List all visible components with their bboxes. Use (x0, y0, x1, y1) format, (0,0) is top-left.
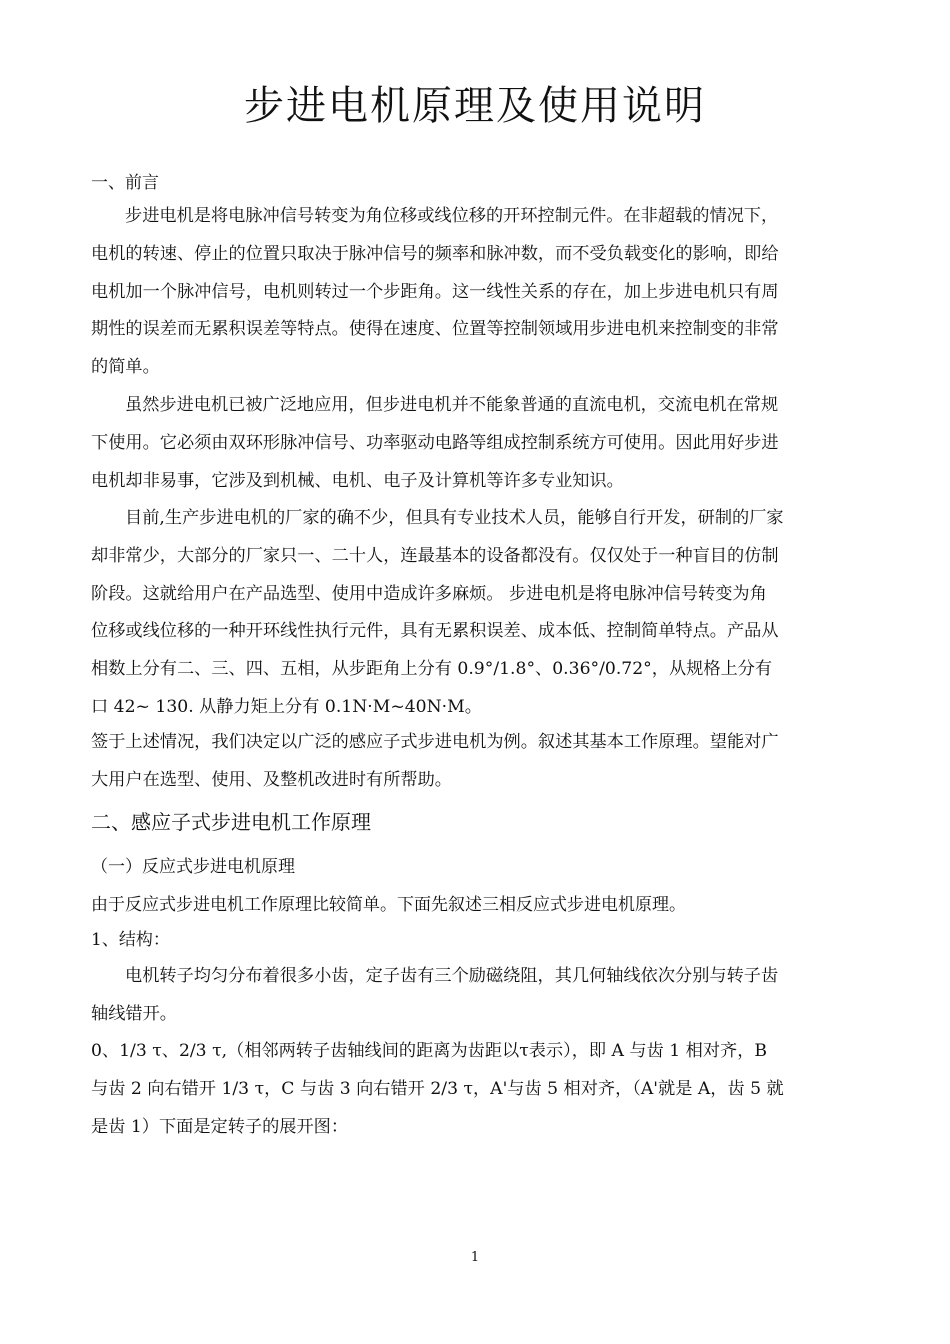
text-line: 相数上分有二、三、四、五相，从步距角上分有 0.9°/1.8°、0.36°/0.72°，从规格上分有 (91, 659, 773, 680)
section-heading-preface: 一、前言 (91, 173, 159, 193)
paragraph-application (91, 387, 863, 500)
text-line: 位移或线位移的一种开环线性执行元件，具有无累积误差、成本低、控制简单特点。产品从 (91, 621, 779, 642)
text-line: 电机却非易事，它涉及到机械、电机、电子及计算机等许多专业知识。 (91, 470, 624, 491)
text-line: 的简单。 (91, 357, 160, 378)
page-number: 1 (470, 1250, 480, 1265)
text-line: 口 42~ 130. 从静力矩上分有 0.1N·M~40N·M。 (91, 696, 482, 717)
text-line: 电机转子均匀分布着很多小齿，定子齿有三个励磁绕阻，其几何轴线依次分别与转子齿 (125, 966, 779, 986)
paragraph-market (91, 500, 863, 727)
text-line: 0、1/3 τ、2/3 τ,（相邻两转子齿轴线间的距离为齿距以τ表示），即 A 与齿 1 相对齐，B (91, 1041, 768, 1061)
text-line: 与齿 2 向右错开 1/3 τ，C 与齿 3 向右错开 2/3 τ，A'与齿 5 相对齐，（A'就是 A，齿 5 就 (91, 1078, 784, 1099)
text-line: 阶段。这就给用户在产品选型、使用中造成许多麻烦。 步进电机是将电脉冲信号转变为角 (91, 583, 767, 604)
text-line: 虽然步进电机已被广泛地应用，但步进电机并不能象普通的直流电机，交流电机在常规 (125, 395, 779, 415)
text-line: 目前,生产步进电机的厂家的确不少，但具有专业技术人员，能够自行开发，研制的厂家 (125, 508, 784, 528)
text-line: 是齿 1）下面是定转子的展开图： (91, 1116, 349, 1137)
text-line: 轴线错开。 (91, 1003, 177, 1024)
section-heading-principle: 二、感应子式步进电机工作原理 (91, 810, 371, 834)
paragraph-intro (91, 198, 863, 387)
subsection-heading-reactive: （一）反应式步进电机原理 (91, 857, 295, 877)
text-line: 下使用。它必须由双环形脉冲信号、功率驱动电路等组成控制系统方可使用。因此用好步进 (91, 432, 779, 453)
item-structure-heading: 1、结构： (91, 930, 170, 950)
document-title: 步进电机原理及使用说明 (244, 83, 706, 129)
paragraph-structure (91, 958, 863, 1034)
paragraph-tooth-offsets (91, 1033, 863, 1146)
text-line: 却非常少，大部分的厂家只一、二十人，连最基本的设备都没有。仅仅处于一种盲目的仿制 (91, 545, 779, 566)
text-line: 期性的误差而无累积误差等特点。使得在速度、位置等控制领域用步进电机来控制变的非常 (91, 319, 779, 340)
text-line: 电机的转速、停止的位置只取决于脉冲信号的频率和脉冲数，而不受负载变化的影响，即给 (91, 243, 779, 264)
text-line: 电机加一个脉冲信号，电机则转过一个步距角。这一线性关系的存在，加上步进电机只有周 (91, 281, 779, 302)
paragraph-reactive-intro: 由于反应式步进电机工作原理比较简单。下面先叙述三相反应式步进电机原理。 (91, 895, 686, 915)
paragraph-purpose (91, 724, 863, 800)
text-line: 步进电机是将电脉冲信号转变为角位移或线位移的开环控制元件。在非超载的情况下， (125, 206, 779, 226)
text-line: 签于上述情况，我们决定以广泛的感应子式步进电机为例。叙述其基本工作原理。望能对广 (91, 732, 779, 752)
text-line: 大用户在选型、使用、及整机改进时有所帮助。 (91, 769, 452, 790)
